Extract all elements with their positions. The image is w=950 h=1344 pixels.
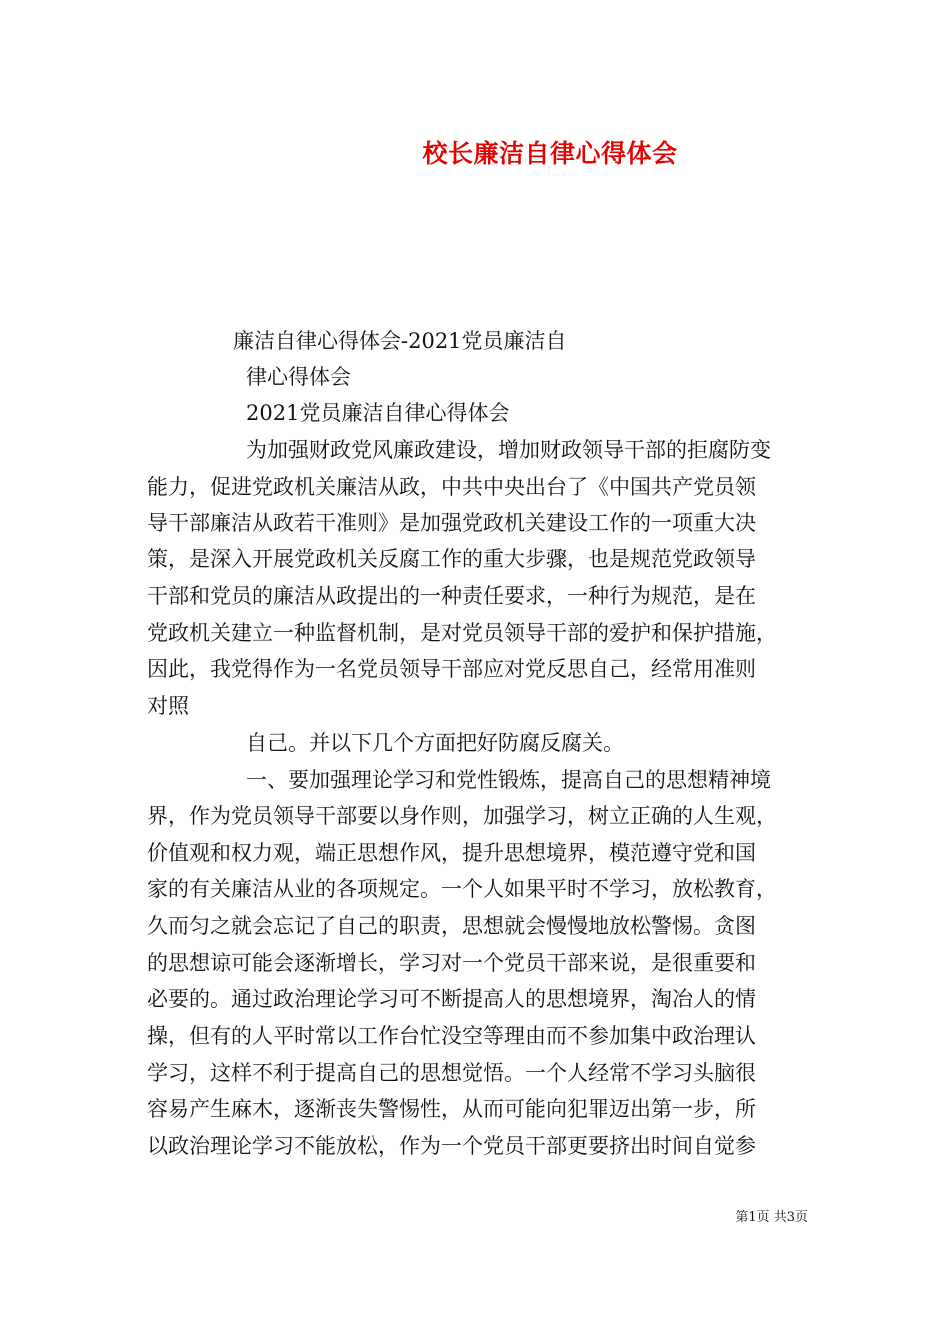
text-line: 廉洁自律心得体会-2021党员廉洁自 bbox=[233, 329, 567, 353]
text-line: 对照 bbox=[147, 694, 189, 718]
text-line: 必要的。通过政治理论学习可不断提高人的思想境界，淘冶人的情 bbox=[147, 987, 756, 1011]
text-line: 为加强财政党风廉政建设，增加财政领导干部的拒腐防变 bbox=[246, 438, 771, 462]
text-line: 律心得体会 bbox=[246, 365, 351, 389]
text-line: 干部和党员的廉洁从政提出的一种责任要求，一种行为规范，是在 bbox=[147, 584, 756, 608]
text-line: 的思想谅可能会逐渐增长，学习对一个党员干部来说，是很重要和 bbox=[147, 951, 756, 975]
text-line: 能力，促进党政机关廉洁从政，中共中央出台了《中国共产党员领 bbox=[147, 475, 756, 499]
text-line: 策，是深入开展党政机关反腐工作的重大步骤，也是规范党政领导 bbox=[147, 547, 756, 571]
text-line: 学习，这样不利于提高自己的思想觉悟。一个人经常不学习头脑很 bbox=[147, 1061, 756, 1085]
page-number-footer: 第1页 共3页 bbox=[735, 1210, 808, 1225]
text-line: 一、要加强理论学习和党性锻炼，提高自己的思想精神境 bbox=[246, 768, 771, 792]
text-line: 价值观和权力观，端正思想作风，提升思想境界，模范遵守党和国 bbox=[147, 841, 756, 865]
text-line: 导干部廉洁从政若干准则》是加强党政机关建设工作的一项重大决 bbox=[147, 511, 756, 535]
text-line: 操，但有的人平时常以工作台忙没空等理由而不参加集中政治理认 bbox=[147, 1024, 756, 1048]
text-line: 2021党员廉洁自律心得体会 bbox=[246, 401, 510, 425]
text-line: 久而匀之就会忘记了自己的职责，思想就会慢慢地放松警惕。贪图 bbox=[147, 914, 756, 938]
text-line: 家的有关廉洁从业的各项规定。一个人如果平时不学习，放松教育， bbox=[147, 877, 777, 901]
document-title: 校长廉洁自律心得体会 bbox=[422, 139, 678, 168]
text-line: 因此，我党得作为一名党员领导干部应对党反思自己，经常用准则 bbox=[147, 657, 756, 681]
text-line: 界，作为党员领导干部要以身作则，加强学习，树立正确的人生观， bbox=[147, 804, 777, 828]
text-line: 自己。并以下几个方面把好防腐反腐关。 bbox=[246, 731, 624, 755]
text-line: 容易产生麻木，逐渐丧失警惕性，从而可能向犯罪迈出第一步，所 bbox=[147, 1097, 756, 1121]
text-line: 以政治理论学习不能放松，作为一个党员干部更要挤出时间自觉参 bbox=[147, 1134, 756, 1158]
text-line: 党政机关建立一种监督机制，是对党员领导干部的爱护和保护措施， bbox=[147, 621, 777, 645]
